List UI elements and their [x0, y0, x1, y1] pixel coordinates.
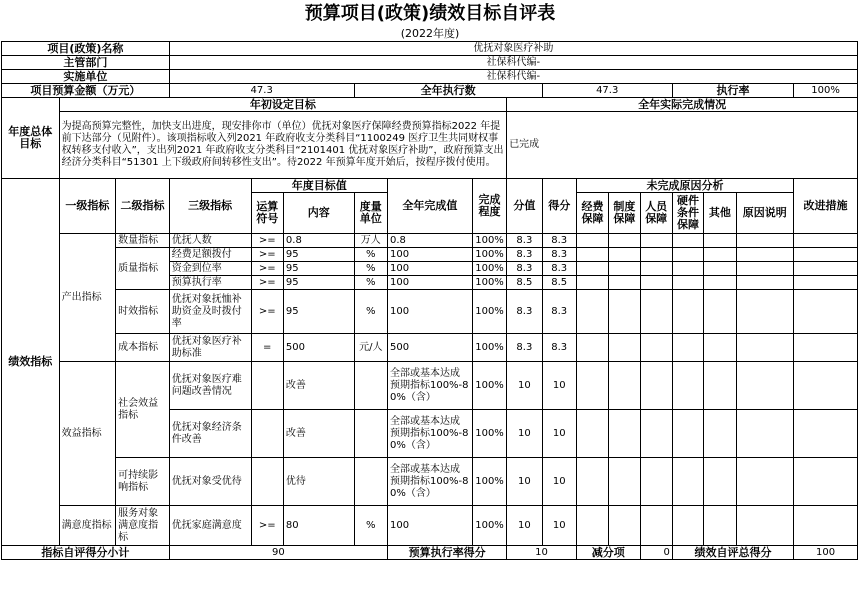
op-cell: >= — [251, 262, 283, 276]
impl-unit-label: 实施单位 — [2, 70, 170, 84]
group-cost: 成本指标 — [116, 334, 170, 362]
degree-cell: 100% — [472, 334, 506, 362]
header-improve: 改进措施 — [794, 179, 858, 234]
actual-completion-text: 已完成 — [507, 112, 858, 179]
group-benefit: 效益指标 — [59, 362, 116, 506]
header-content: 内容 — [283, 193, 354, 234]
content-cell: 95 — [283, 262, 354, 276]
header-level1: 一级指标 — [59, 179, 116, 234]
header-reason-other: 其他 — [704, 193, 736, 234]
got-cell: 8.3 — [542, 262, 576, 276]
level3-cell: 预算执行率 — [169, 276, 251, 290]
table-row — [2, 362, 858, 410]
content-cell: 95 — [283, 248, 354, 262]
score-cell: 10 — [507, 458, 542, 506]
content-cell: 95 — [283, 290, 354, 334]
group-service-satisfaction: 服务对象满意度指标 — [116, 506, 170, 546]
header-reason-group: 未完成原因分析 — [576, 179, 793, 193]
budget-label: 项目预算金额（万元） — [2, 84, 170, 98]
degree-cell: 100% — [472, 290, 506, 334]
project-name-value: 优抚对象医疗补助 — [169, 42, 857, 56]
op-cell — [251, 458, 283, 506]
level3-cell: 优抚对象抚恤补助资金及时拨付率 — [169, 290, 251, 334]
header-level3: 三级指标 — [169, 179, 251, 234]
level3-cell: 优抚人数 — [169, 234, 251, 248]
op-cell: >= — [251, 234, 283, 248]
group-output: 产出指标 — [59, 234, 116, 362]
table-row — [2, 334, 858, 362]
page-title: 预算项目(政策)绩效目标自评表 — [304, 3, 556, 24]
dept-label: 主管部门 — [2, 56, 170, 70]
score-cell: 8.3 — [507, 248, 542, 262]
score-cell: 10 — [507, 410, 542, 458]
total-score-value: 100 — [794, 546, 858, 560]
op-cell: = — [251, 334, 283, 362]
got-cell: 8.3 — [542, 234, 576, 248]
content-cell: 0.8 — [283, 234, 354, 248]
header-reason-funding: 经费保障 — [576, 193, 608, 234]
overall-goal-label: 年度总体目标 — [2, 98, 60, 179]
level3-cell: 优抚家庭满意度 — [169, 506, 251, 546]
degree-cell: 100% — [472, 362, 506, 410]
subtotal-label: 指标自评得分小计 — [2, 546, 170, 560]
budget-score-label: 预算执行率得分 — [387, 546, 506, 560]
got-cell: 8.3 — [542, 334, 576, 362]
score-cell: 8.3 — [507, 334, 542, 362]
header-annual-value: 全年完成值 — [387, 179, 472, 234]
op-cell: >= — [251, 506, 283, 546]
level3-cell: 经费足额拨付 — [169, 248, 251, 262]
value-cell: 全部或基本达成预期指标100%-80%（含） — [387, 410, 472, 458]
content-cell: 95 — [283, 276, 354, 290]
header-level2: 二级指标 — [116, 179, 170, 234]
unit-cell — [354, 410, 387, 458]
group-sustain: 可持续影响指标 — [116, 458, 170, 506]
budget-value: 47.3 — [169, 84, 354, 98]
content-cell: 改善 — [283, 362, 354, 410]
initial-goal-header: 年初设定目标 — [59, 98, 507, 112]
degree-cell: 100% — [472, 458, 506, 506]
group-timeliness: 时效指标 — [116, 290, 170, 334]
score-cell: 8.3 — [507, 234, 542, 248]
performance-indicators-label: 绩效指标 — [2, 179, 60, 546]
header-target-group: 年度目标值 — [251, 179, 387, 193]
got-cell: 10 — [542, 458, 576, 506]
table-row — [2, 290, 858, 334]
group-quantity: 数量指标 — [116, 234, 170, 248]
unit-cell — [354, 458, 387, 506]
value-cell: 500 — [387, 334, 472, 362]
header-degree: 完成程度 — [472, 179, 506, 234]
unit-cell: 万人 — [354, 234, 387, 248]
exec-rate-value: 100% — [794, 84, 858, 98]
total-score-label: 绩效自评总得分 — [672, 546, 793, 560]
deduct-value: 0 — [640, 546, 672, 560]
value-cell: 100 — [387, 506, 472, 546]
content-cell: 改善 — [283, 410, 354, 458]
content-cell: 优待 — [283, 458, 354, 506]
got-cell: 10 — [542, 362, 576, 410]
table-row — [2, 506, 858, 546]
initial-goal-text: 为提高预算完整性，加快支出进度，现安排你市（单位）优抚对象医疗保障经费预算指标2022 年提前下达部分（见附件）。该项指标收入列2021 年政府收支分类科目“1100249 医疗卫生共同财权事权转移支付收入”，支出列2021 年政府收支分类科目“2101401 优抚对象医疗补助”，政府预算支出经济分类科目“51301 上下级政府间转移性支出”。待2022 年预算年度开始后，按程序拨付使用。 — [59, 112, 507, 179]
table-row — [2, 248, 858, 262]
got-cell: 10 — [542, 410, 576, 458]
op-cell: >= — [251, 248, 283, 262]
degree-cell: 100% — [472, 234, 506, 248]
got-cell: 10 — [542, 506, 576, 546]
header-reason-hardware: 硬件条件保障 — [672, 193, 703, 234]
header-op: 运算符号 — [251, 193, 283, 234]
impl-unit-value: 社保科代编- — [169, 70, 857, 84]
degree-cell: 100% — [472, 248, 506, 262]
value-cell: 100 — [387, 248, 472, 262]
table-row — [2, 234, 858, 248]
annual-exec-label: 全年执行数 — [354, 84, 542, 98]
annual-exec-value: 47.3 — [542, 84, 672, 98]
header-reason-explain: 原因说明 — [736, 193, 794, 234]
deduct-label: 减分项 — [576, 546, 640, 560]
score-cell: 8.5 — [507, 276, 542, 290]
unit-cell: % — [354, 276, 387, 290]
got-cell: 8.3 — [542, 290, 576, 334]
budget-score-value: 10 — [507, 546, 577, 560]
unit-cell: % — [354, 290, 387, 334]
level3-cell: 优抚对象经济条件改善 — [169, 410, 251, 458]
level3-cell: 资金到位率 — [169, 262, 251, 276]
got-cell: 8.3 — [542, 248, 576, 262]
group-satisfaction: 满意度指标 — [59, 506, 116, 546]
op-cell: >= — [251, 290, 283, 334]
header-score: 分值 — [507, 179, 542, 234]
value-cell: 100 — [387, 262, 472, 276]
dept-value: 社保科代编- — [169, 56, 857, 70]
got-cell: 8.5 — [542, 276, 576, 290]
group-social: 社会效益指标 — [116, 362, 170, 458]
content-cell: 80 — [283, 506, 354, 546]
unit-cell: % — [354, 262, 387, 276]
evaluation-table — [1, 41, 858, 560]
score-cell: 8.3 — [507, 290, 542, 334]
footer-row — [2, 546, 858, 560]
value-cell: 100 — [387, 276, 472, 290]
value-cell: 全部或基本达成预期指标100%-80%（含） — [387, 458, 472, 506]
unit-cell — [354, 362, 387, 410]
score-cell: 10 — [507, 506, 542, 546]
header-got: 得分 — [542, 179, 576, 234]
header-reason-system: 制度保障 — [609, 193, 640, 234]
level3-cell: 优抚对象医疗难问题改善情况 — [169, 362, 251, 410]
unit-cell: % — [354, 248, 387, 262]
subtotal-value: 90 — [169, 546, 387, 560]
table-row — [2, 458, 858, 506]
degree-cell: 100% — [472, 276, 506, 290]
score-cell: 10 — [507, 362, 542, 410]
header-unit: 度量单位 — [354, 193, 387, 234]
unit-cell: 元/人 — [354, 334, 387, 362]
content-cell: 500 — [283, 334, 354, 362]
degree-cell: 100% — [472, 506, 506, 546]
project-name-label: 项目(政策)名称 — [2, 42, 170, 56]
value-cell: 全部或基本达成预期指标100%-80%（含） — [387, 362, 472, 410]
op-cell: >= — [251, 276, 283, 290]
degree-cell: 100% — [472, 262, 506, 276]
actual-completion-header: 全年实际完成情况 — [507, 98, 858, 112]
page-subtitle: (2022年度) — [400, 27, 460, 40]
group-quality: 质量指标 — [116, 248, 170, 290]
unit-cell: % — [354, 506, 387, 546]
header-reason-staff: 人员保障 — [640, 193, 672, 234]
level3-cell: 优抚对象受优待 — [169, 458, 251, 506]
exec-rate-label: 执行率 — [672, 84, 793, 98]
degree-cell: 100% — [472, 410, 506, 458]
value-cell: 100 — [387, 290, 472, 334]
op-cell — [251, 362, 283, 410]
level3-cell: 优抚对象医疗补助标准 — [169, 334, 251, 362]
value-cell: 0.8 — [387, 234, 472, 248]
op-cell — [251, 410, 283, 458]
score-cell: 8.3 — [507, 262, 542, 276]
